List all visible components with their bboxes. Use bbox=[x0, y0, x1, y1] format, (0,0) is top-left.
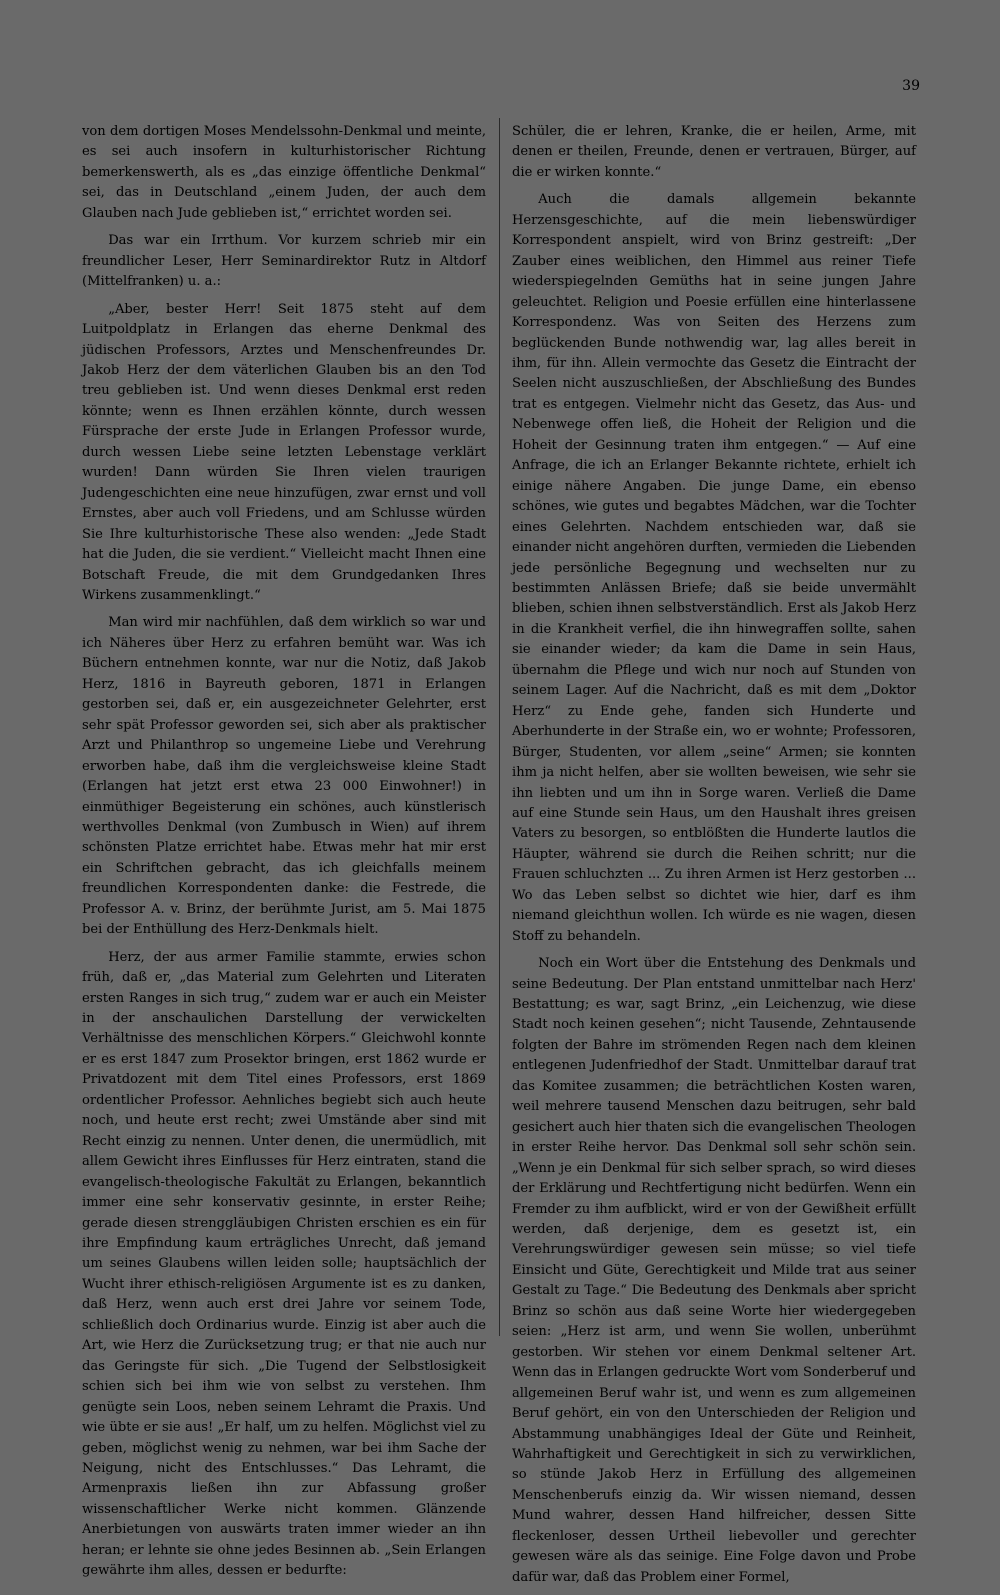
column-rule bbox=[499, 118, 500, 1336]
paragraph-herz-biography: Man wird mir nachfühlen, daß dem wirklich so war und ich Näheres über Herz zu erfahren bemüht war. Was ich Büchern entnehmen konnte, war nur die Notiz, daß Jakob Herz, 1816 in Bayreuth geboren, 1871 in Erlangen gestorben sei, daß er, ein ausgezeichneter Gelehrter, erst sehr spät Professor geworden sei, sich aber als praktischer Arzt und Philanthrop so ungemeine Liebe und Verehrung erworben habe, daß ihm die vergleichsweise kleine Stadt (Erlangen hat jetzt erst etwa 23 000 Einwohner!) in einmüthiger Begeisterung ein schönes, auch künstlerisch werthvolles Denkmal (von Zumbusch in Wien) auf ihrem schönsten Platze errichtet habe. Etwas mehr hat mir erst ein Schriftchen gebracht, das ich gleichfalls meinem freundlichen Korrespondenten danke: die Festrede, die Professor A. v. Brinz, der berühmte Jurist, am 5. Mai 1875 bei der Enthüllung des Herz-Denkmals hielt. bbox=[82, 615, 486, 938]
paragraph-mendelssohn-monument: von dem dortigen Moses Mendelssohn-Denkmal und meinte, es sei auch insofern in kulturhistorischer Richtung bemerkenswerth, als es „das einzige öffentliche Denkmal“ sei, das in Deutschland „einem Juden, der auch dem Glauben nach Jude geblieben ist,“ errichtet worden sei. bbox=[82, 124, 486, 221]
paragraph-reader-letter: „Aber, bester Herr! Seit 1875 steht auf dem Luitpoldplatz in Erlangen das eherne Denkmal des jüdischen Professors, Arztes und Menschenfreundes Dr. Jakob Herz der dem väterlichen Glauben bis an den Tod treu geblieben ist. Und wenn dieses Denkmal erst reden könnte; wenn es Ihnen erzählen könnte, durch wessen Fürsprache der erste Jude in Erlangen Professor wurde, durch wessen Liebe seine letzten Lebenstage verklärt wurden! Dann würden Sie Ihren vielen traurigen Judengeschichten eine neue hinzufügen, zwar ernst und voll Ernstes, aber auch voll Friedens, und am Schlusse würden Sie Ihre kulturhistorische These also wenden: „Jede Stadt hat die Juden, die sie verdient.“ Vielleicht macht Ihnen eine Botschaft Freude, die mit dem Grundgedanken Ihres Wirkens zusammenklingt.“ bbox=[82, 301, 486, 603]
paragraph-erlangen-continuation: Schüler, die er lehren, Kranke, die er heilen, Arme, mit denen er theilen, Freunde, denen er vertrauen, Bürger, auf die er wirken konnte.“ bbox=[512, 124, 916, 180]
left-column bbox=[82, 122, 486, 1589]
paragraph-herz-career: Herz, der aus armer Familie stammte, erwies schon früh, daß er, „das Material zum Gelehrten und Literaten ersten Ranges in sich trug,“ zudem war er auch ein Meister in der anschaulichen Darstellung der verwickelten Verhältnisse des menschlichen Körpers.“ Gleichwohl konnte er es erst 1847 zum Prosektor bringen, erst 1862 wurde er Privatdozent mit dem Titel eines Professors, erst 1869 ordentlicher Professor. Aehnliches begiebt sich auch heute noch, und heute erst recht; zwei Umstände aber sind mit Recht einzig zu nennen. Unter denen, die unermüdlich, mit allem Gewicht ihres Einflusses für Herz eintraten, stand die evangelisch-theologische Fakultät zu Erlangen, bekanntlich immer eine sehr konservativ gesinnte, in erster Reihe; gerade diesen strenggläubigen Christen erschien es ein für ihre Empfindung kaum erträgliches Unrecht, daß jemand um seines Glaubens willen leiden solle; hauptsächlich der Wucht ihrer ethisch-religiösen Argumente ist es zu danken, daß Herz, wenn auch erst drei Jahre vor seinem Tode, schließlich doch Ordinarius wurde. Einzig ist aber auch die Art, wie Herz die Zurücksetzung trug; er that nie auch nur das Geringste für sich. „Die Tugend der Selbstlosigkeit schien sich bei ihm wie von selbst zu verstehen. Ihm genügte sein Loos, neben seinem Lehramt die Praxis. Und wie übte er sie aus! „Er half, um zu helfen. Möglichst viel zu geben, möglichst wenig zu nehmen, war bei ihm Sache der Neigung, nicht des Entschlusses.“ Das Lehramt, die Armenpraxis ließen ihn zur Abfassung großer wissenschaftlicher Werke nicht kommen. Glänzende Anerbietungen von auswärts traten immer wieder an ihn heran; er lehnte sie ohne jedes Besinnen ab. „Sein Erlangen gewährte ihm alles, dessen er bedurfte: bbox=[82, 949, 486, 1579]
right-column bbox=[512, 122, 916, 1595]
page-number: 39 bbox=[902, 78, 920, 94]
paragraph-irrthum: Das war ein Irrthum. Vor kurzem schrieb mir ein freundlicher Leser, Herr Seminardirektor Rutz in Altdorf (Mittelfranken) u. a.: bbox=[82, 233, 486, 290]
paragraph-love-story: Auch die damals allgemein bekannte Herzensgeschichte, auf die mein liebenswürdiger Korrespondent anspielt, wird von Brinz gestreift: „Der Zauber eines weiblichen, den Himmel aus reiner Tiefe wiederspiegelnden Gemüths hat in seine jungen Jahre geleuchtet. Religion und Poesie erfüllen eine hinterlassene Korrespondenz. Was von Seiten des Herzens zum beglückenden Bunde nothwendig war, lag alles bereit in ihm, für ihn. Allein vermochte das Gesetz die Eintracht der Seelen nicht auszuschließen, der Abschließung des Bundes trat es entgegen. Vielmehr nicht das Gesetz, das Aus- und Nebenwege offen ließ, die Hoheit der Religion und die Hoheit der Gesinnung traten ihm entgegen.“ — Auf eine Anfrage, die ich an Erlanger Bekannte richtete, erhielt ich einige nähere Angaben. Die junge Dame, ein ebenso schönes, wie gutes und begabtes Mädchen, war die Tochter eines Gelehrten. Nachdem entschieden war, daß sie einander nicht angehören durften, vermieden die Liebenden jede persönliche Begegnung und wechselten nur zu bestimmten Anlässen Briefe; daß sie beide unvermählt blieben, schien ihnen selbstverständlich. Erst als Jakob Herz in die Krankheit verfiel, die ihn hinwegraffen sollte, sahen sie einander wieder; da kam die Dame in sein Haus, übernahm die Pflege und wich nur noch auf Stunden von seinem Lager. Auf die Nachricht, daß es mit dem „Doktor Herz“ zu Ende gehe, fanden sich Hunderte und Aberhunderte in der Straße ein, wo er wohnte; Professoren, Bürger, Studenten, vor allem „seine“ Armen; sie konnten ihm ja nicht helfen, aber sie wollten beweisen, wie sehr sie ihn liebten und um ihn in Sorge waren. Verließ die Dame auf eine Stunde sein Haus, um den Haushalt ihres greisen Vaters zu besorgen, so entblößten die Hunderte lautlos die Häupter, während sie durch die Reihen schritt; nur die Frauen schluchzten ... Zu ihren Armen ist Herz gestorben ... Wo das Leben selbst so dichtet wie hier, darf es ihm niemand gleichthun wollen. Ich würde es nie wagen, diesen Stoff zu behandeln. bbox=[512, 192, 916, 944]
paragraph-monument-origin: Noch ein Wort über die Entstehung des Denkmals und seine Bedeutung. Der Plan entstand unmittelbar nach Herz' Bestattung; es war, sagt Brinz, „ein Leichenzug, wie diese Stadt noch keinen gesehen“; nicht Tausende, Zehntausende folgten der Bahre im strömenden Regen nach dem kleinen entlegenen Judenfriedhof der Stadt. Unmittelbar darauf trat das Komitee zusammen; die beträchtlichen Kosten waren, weil mehrere tausend Menschen dazu beitrugen, sehr bald gesichert auch hier thaten sich die evangelischen Theologen in erster Reihe hervor. Das Denkmal soll sehr schön sein. „Wenn je ein Denkmal für sich selber sprach, so wird dieses der Erklärung und Rechtfertigung nicht bedürfen. Wenn ein Fremder zu ihm aufblickt, wird er von der Gewißheit erfüllt werden, daß derjenige, dem es gesetzt ist, ein Verehrungswürdiger gewesen sein müsse; so viel tiefe Einsicht und Güte, Gerechtigkeit und Milde trat aus seiner Gestalt zu Tage.“ Die Bedeutung des Denkmals aber spricht Brinz so schön aus daß seine Worte hier wiedergegeben seien: „Herz ist arm, und wenn Sie wollen, unberühmt gestorben. Wir stehen vor einem Denkmal seltener Art. Wenn das in Erlangen gedruckte Wort vom Sonderberuf und allgemeinen Beruf wahr ist, und wenn es zum allgemeinen Beruf gehört, ein von den Unterschieden der Religion und Abstammung unabhängiges Ideal der Güte und Reinheit, Wahrhaftigkeit und Gerechtigkeit in sich zu verwirklichen, so stünde Jakob Herz in Erfüllung des allgemeinen Menschenberufs einzig da. Wir wissen niemand, dessen Mund wahrer, dessen Hand hilfreicher, dessen Sitte fleckenloser, dessen Urtheil liebevoller und gerechter gewesen wäre als das seinige. Eine Folge davon und Probe dafür war, daß das Problem einer Formel, bbox=[512, 956, 916, 1585]
